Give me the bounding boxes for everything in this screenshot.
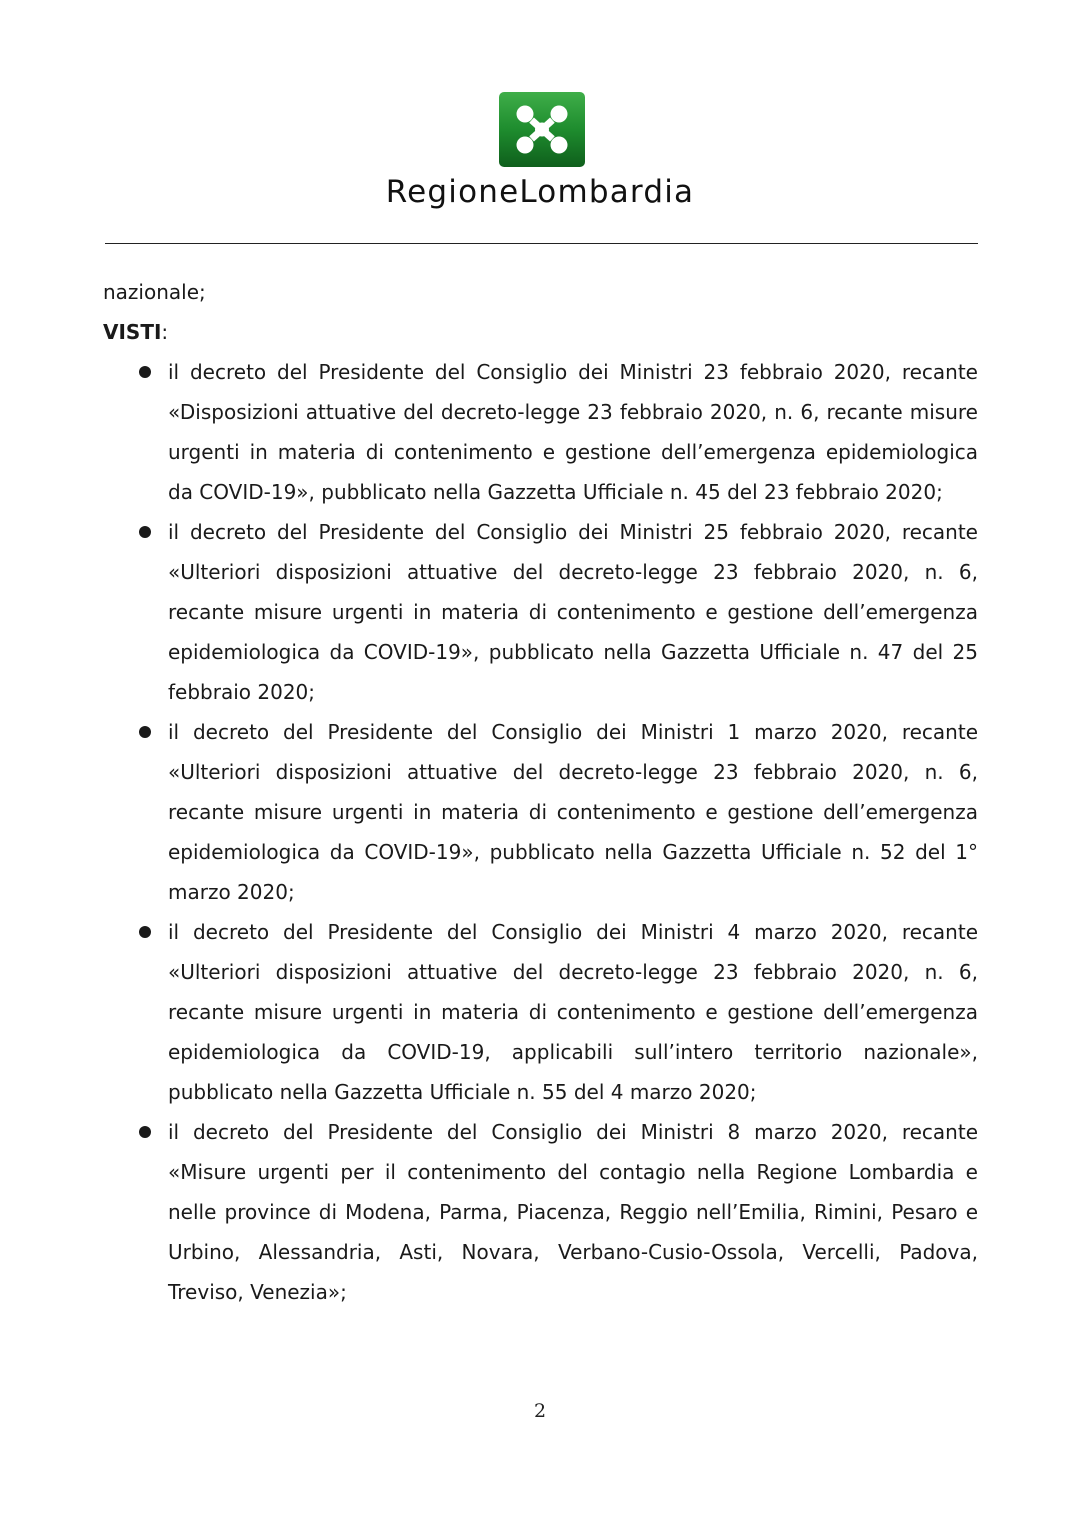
document-body: [103, 272, 978, 1312]
list-item: [103, 352, 978, 512]
list-item-text: il decreto del Presidente del Consiglio dei Ministri 23 febbraio 2020, recante «Disposizioni attuative del decreto-legge 23 febbraio 2020, n. 6, recante misure urgenti in materia di contenimento e gestione dell’emergenza epidemiologica da COVID-19», pubblicato nella Gazzetta Ufficiale n. 45 del 23 febbraio 2020;: [168, 360, 978, 504]
document-header: [0, 0, 1080, 250]
section-heading-label: VISTI: [103, 320, 162, 344]
list-item-text: il decreto del Presidente del Consiglio dei Ministri 8 marzo 2020, recante «Misure urgenti per il contenimento del contagio nella Regione Lombardia e nelle province di Modena, Parma, Piacenza, Reggio nell’Emilia, Rimini, Pesaro e Urbino, Alessandria, Asti, Novara, Verbano-Cusio-Ossola, Vercelli, Padova, Treviso, Venezia»;: [168, 1120, 978, 1304]
list-item: [103, 912, 978, 1112]
bullet-icon: [139, 726, 151, 738]
section-heading: [103, 312, 978, 352]
bullet-icon: [139, 926, 151, 938]
page-number: 2: [533, 1400, 547, 1422]
section-heading-colon: :: [161, 320, 169, 344]
header-divider: [105, 243, 978, 244]
brand-name: RegioneLombardia: [385, 174, 695, 210]
lead-text: nazionale;: [103, 280, 206, 304]
decree-list: [103, 352, 978, 1312]
bullet-icon: [139, 1126, 151, 1138]
list-item-text: il decreto del Presidente del Consiglio dei Ministri 1 marzo 2020, recante «Ulteriori disposizioni attuative del decreto-legge 23 febbraio 2020, n. 6, recante misure urgenti in materia di contenimento e gestione dell’emergenza epidemiologica da COVID-19», pubblicato nella Gazzetta Ufficiale n. 52 del 1° marzo 2020;: [168, 720, 978, 904]
list-item: [103, 512, 978, 712]
regione-lombardia-logo-icon: [499, 92, 585, 167]
list-item: [103, 1112, 978, 1312]
list-item-text: il decreto del Presidente del Consiglio dei Ministri 4 marzo 2020, recante «Ulteriori disposizioni attuative del decreto-legge 23 febbraio 2020, n. 6, recante misure urgenti in materia di contenimento e gestione dell’emergenza epidemiologica da COVID-19, applicabili sull’intero territorio nazionale», pubblicato nella Gazzetta Ufficiale n. 55 del 4 marzo 2020;: [168, 920, 978, 1104]
bullet-icon: [139, 366, 151, 378]
bullet-icon: [139, 526, 151, 538]
list-item: [103, 712, 978, 912]
list-item-text: il decreto del Presidente del Consiglio dei Ministri 25 febbraio 2020, recante «Ulteriori disposizioni attuative del decreto-legge 23 febbraio 2020, n. 6, recante misure urgenti in materia di contenimento e gestione dell’emergenza epidemiologica da COVID-19», pubblicato nella Gazzetta Ufficiale n. 47 del 25 febbraio 2020;: [168, 520, 978, 704]
